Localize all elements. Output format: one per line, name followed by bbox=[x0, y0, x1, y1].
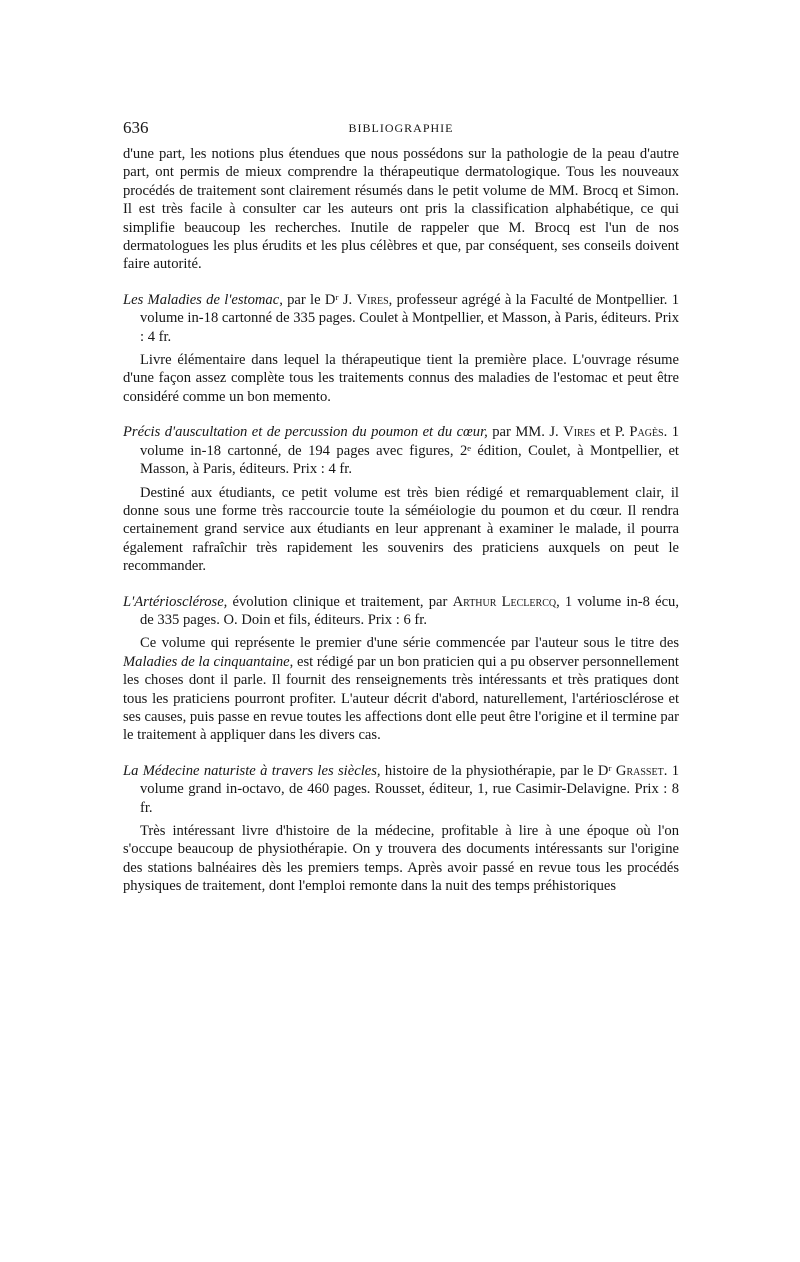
book-title: La Médecine naturiste à travers les siècles, bbox=[123, 762, 381, 779]
book-title: L'Artériosclérose, bbox=[123, 593, 228, 610]
author-name-2: Pagès bbox=[629, 424, 664, 441]
bibliography-entry-precis-auscultation bbox=[123, 423, 679, 575]
review-text-after: , est rédigé par un bon praticien qui a pu observer personnellement les choses dont il parle. Il fournit des renseignements très intéressants et très pratiques dont tous les praticiens pourront profiter. L'auteur décrit d'abord, naturellement, l'artériosclérose et ses causes, puis passe en revue toutes les affections dont elle peut être l'origine et il termine par le traitement à appliquer dans les divers cas. bbox=[123, 653, 679, 744]
author-name: Arthur Leclercq bbox=[452, 593, 557, 610]
bibliography-entry-medecine-naturiste bbox=[123, 762, 679, 896]
review-text-before: Ce volume qui représente le premier d'une série commencée par l'auteur sous le titre des bbox=[140, 635, 679, 652]
book-page bbox=[123, 118, 679, 896]
citation-by: histoire de la physiothérapie, par le Dʳ bbox=[380, 762, 616, 779]
citation-details: , professeur agrégé à la Faculté de Montpellier. 1 volume in-18 cartonné de 335 pages. Coulet à Montpellier, et Masson, à Paris, éditeurs. Prix : 4 fr. bbox=[140, 291, 679, 345]
running-title: BIBLIOGRAPHIE bbox=[348, 121, 454, 135]
entry-citation bbox=[123, 291, 679, 346]
entry-citation bbox=[123, 593, 679, 630]
citation-details: . 1 volume grand in-octavo, de 460 pages. Rousset, éditeur, 1, rue Casimir-Delavigne. Prix : 8 fr. bbox=[140, 762, 680, 816]
book-title: Précis d'auscultation et de percussion du poumon et du cœur, bbox=[123, 424, 488, 441]
bibliography-entry-maladies-estomac bbox=[123, 291, 679, 406]
page-number: 636 bbox=[123, 118, 149, 137]
author-name: Vires bbox=[563, 424, 596, 441]
entry-citation bbox=[123, 762, 679, 817]
entry-review: Très intéressant livre d'histoire de la médecine, profitable à lire à une époque où l'on s'occupe beaucoup de physiothérapie. On y trouvera des documents intéressants sur l'origine des stations balnéaires dès les premiers temps. Après avoir passé en revue tous les procédés physiques de traitement, dont l'emploi remonte dans la nuit des temps préhistoriques bbox=[123, 823, 679, 895]
running-head bbox=[123, 118, 679, 144]
citation-details: , 1 volume in-8 écu, de 335 pages. O. Doin et fils, éditeurs. Prix : 6 fr. bbox=[140, 593, 679, 628]
entry-review bbox=[123, 634, 679, 744]
bibliography-entry-arteriosclerose bbox=[123, 593, 679, 745]
citation-by: par MM. J. bbox=[487, 424, 564, 441]
author-name: Grasset bbox=[615, 762, 664, 779]
entry-review: Destiné aux étudiants, ce petit volume est très bien rédigé et remarquablement clair, il donne sous une forme très raccourcie toute la séméiologie du poumon et du cœur. Il rendra certainement grand service aux étudiants en leur apprenant à examiner le malade, il pourra également rafraîchir très rapidement les souvenirs des praticiens auxquels on peut le recommander. bbox=[123, 484, 679, 575]
citation-by: par le Dʳ J. bbox=[282, 291, 357, 308]
review-series-title: Maladies de la cinquantaine bbox=[123, 653, 290, 670]
entry-citation bbox=[123, 423, 679, 478]
citation-details: . 1 volume in-18 cartonné, de 194 pages avec figures, 2ᵉ édition, Coulet, à Montpellier, et Masson, à Paris, éditeurs. Prix : 4 fr. bbox=[140, 424, 680, 478]
citation-by-2: et P. bbox=[595, 424, 630, 441]
entry-review: Livre élémentaire dans lequel la thérapeutique tient la première place. L'ouvrage résume d'une façon assez complète tous les traitements connus des maladies de l'estomac et peut être considéré comme un bon memento. bbox=[123, 352, 679, 405]
author-name: Vires bbox=[356, 291, 389, 308]
intro-paragraph: d'une part, les notions plus étendues que nous possédons sur la pathologie de la peau d'autre part, ont permis de mieux comprendre la thérapeutique dermatologique. Tous les nouveaux procédés de traitement sont clairement résumés dans le petit volume de MM. Brocq et Simon. Il est très facile à consulter car les auteurs ont pris la classification alphabétique, ce qui simplifie beaucoup les recherches. Inutile de rappeler que M. Brocq est l'un de nos dermatologues les plus érudits et les plus célèbres et que, par conséquent, ses conseils doivent faire autorité. bbox=[123, 146, 679, 273]
citation-by: évolution clinique et traitement, par bbox=[227, 593, 453, 610]
book-title: Les Maladies de l'estomac, bbox=[123, 291, 283, 308]
